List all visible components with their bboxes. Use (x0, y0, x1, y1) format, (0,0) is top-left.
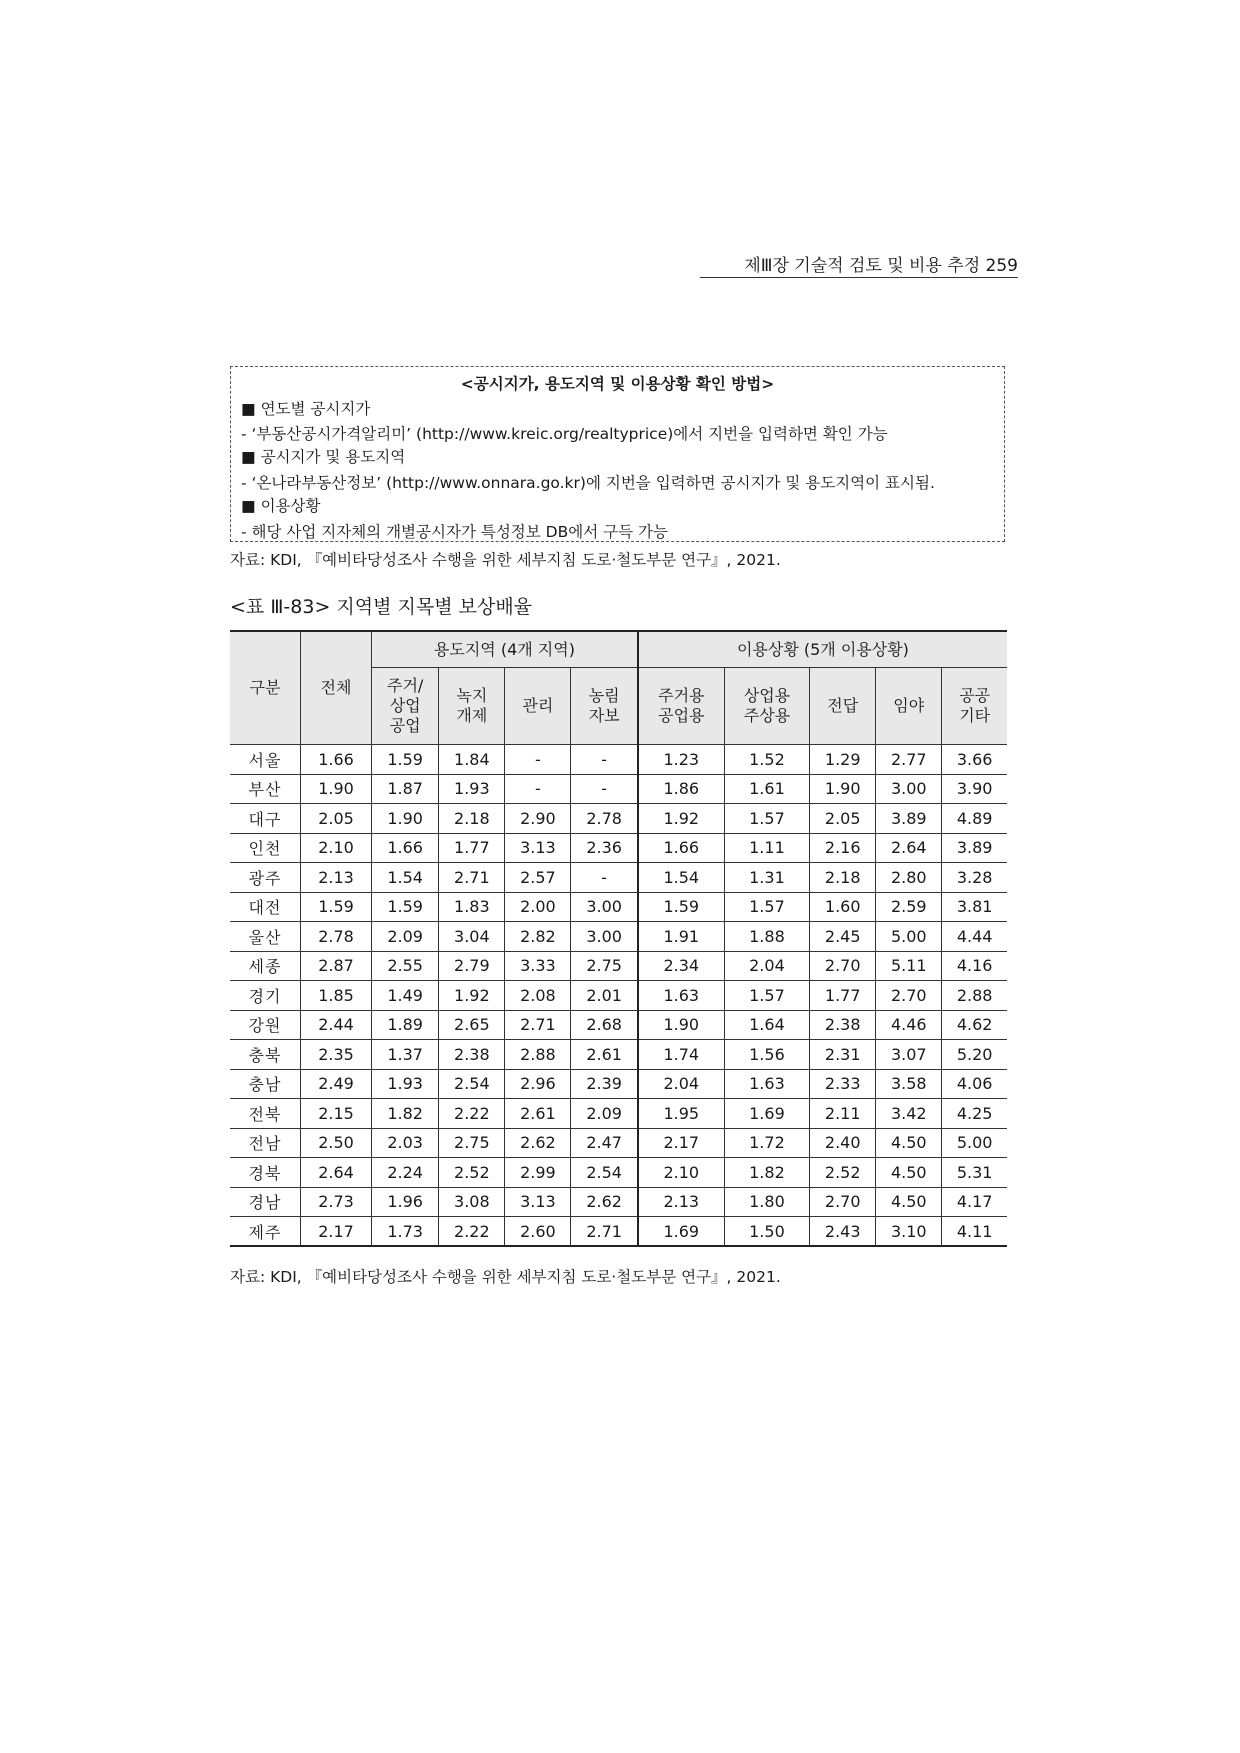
value-cell: 1.86 (638, 774, 724, 804)
region-cell: 경북 (230, 1158, 301, 1188)
value-cell: 3.42 (876, 1099, 942, 1129)
value-cell: 2.88 (942, 981, 1007, 1011)
info-line: - 해당 사업 지자체의 개별공시자가 특성정보 DB에서 구득 가능 (241, 523, 668, 541)
value-cell: 2.22 (439, 1099, 505, 1129)
value-cell: 2.52 (810, 1158, 876, 1188)
info-line: - ‘부동산공시가격알리미’ (http://www.kreic.org/realtyprice)에서 지번을 입력하면 확인 가능 (241, 425, 888, 443)
table-row (230, 833, 1007, 863)
value-cell: 2.78 (571, 804, 638, 834)
value-cell: 4.89 (942, 804, 1007, 834)
value-cell: 1.59 (638, 892, 724, 922)
value-cell: 2.87 (301, 951, 372, 981)
value-cell: 3.00 (571, 922, 638, 952)
box-source-note: 자료: KDI, 『예비타당성조사 수행을 위한 세부지침 도로·철도부문 연구』, 2021. (230, 551, 781, 569)
value-cell: 2.78 (301, 922, 372, 952)
value-cell: 2.09 (571, 1099, 638, 1129)
value-cell: 2.10 (301, 833, 372, 863)
value-cell: 1.69 (638, 1217, 724, 1247)
value-cell: 1.64 (724, 1010, 809, 1040)
value-cell: 2.62 (571, 1187, 638, 1217)
value-cell: 2.60 (505, 1217, 571, 1247)
region-cell: 인천 (230, 833, 301, 863)
region-cell: 대구 (230, 804, 301, 834)
value-cell: 2.99 (505, 1158, 571, 1188)
value-cell: 1.91 (638, 922, 724, 952)
value-cell: 1.84 (439, 745, 505, 775)
value-cell: 1.96 (372, 1187, 439, 1217)
value-cell: - (571, 774, 638, 804)
value-cell: 2.70 (810, 951, 876, 981)
value-cell: 2.04 (638, 1069, 724, 1099)
value-cell: 1.57 (724, 804, 809, 834)
value-cell: 1.89 (372, 1010, 439, 1040)
value-cell: 2.40 (810, 1128, 876, 1158)
value-cell: 2.70 (810, 1187, 876, 1217)
value-cell: 4.44 (942, 922, 1007, 952)
value-cell: 1.59 (372, 892, 439, 922)
value-cell: 1.73 (372, 1217, 439, 1247)
table-row (230, 1187, 1007, 1217)
value-cell: 2.55 (372, 951, 439, 981)
value-cell: 1.56 (724, 1040, 809, 1070)
value-cell: 2.11 (810, 1099, 876, 1129)
value-cell: 2.05 (810, 804, 876, 834)
value-cell: 4.50 (876, 1128, 942, 1158)
table-row (230, 1217, 1007, 1247)
value-cell: 4.17 (942, 1187, 1007, 1217)
value-cell: 2.18 (439, 804, 505, 834)
value-cell: 1.23 (638, 745, 724, 775)
table-row (230, 1158, 1007, 1188)
col-header-sub-line: 상업용 (743, 686, 791, 705)
value-cell: 2.62 (505, 1128, 571, 1158)
value-cell: 2.45 (810, 922, 876, 952)
value-cell: 2.52 (439, 1158, 505, 1188)
col-header-sub-line: 주거/ (386, 676, 424, 695)
value-cell: 2.04 (724, 951, 809, 981)
col-header-sub-line: 임야 (893, 696, 925, 715)
value-cell: 1.66 (638, 833, 724, 863)
value-cell: 2.38 (439, 1040, 505, 1070)
value-cell: 1.50 (724, 1217, 809, 1247)
value-cell: 2.16 (810, 833, 876, 863)
value-cell: 1.77 (439, 833, 505, 863)
col-header-sub-line: 주상용 (743, 706, 791, 725)
value-cell: 1.74 (638, 1040, 724, 1070)
value-cell: 1.57 (724, 892, 809, 922)
col-header-sub (810, 668, 876, 745)
value-cell: 2.77 (876, 745, 942, 775)
value-cell: 1.90 (301, 774, 372, 804)
value-cell: 1.31 (724, 863, 809, 893)
value-cell: 3.89 (876, 804, 942, 834)
value-cell: 2.43 (810, 1217, 876, 1247)
value-cell: 2.61 (571, 1040, 638, 1070)
value-cell: 1.57 (724, 981, 809, 1011)
region-cell: 서울 (230, 745, 301, 775)
table-row (230, 1099, 1007, 1129)
region-cell: 경기 (230, 981, 301, 1011)
region-cell: 울산 (230, 922, 301, 952)
value-cell: 5.00 (942, 1128, 1007, 1158)
info-line: ■ 연도별 공시지가 (241, 400, 371, 418)
region-cell: 부산 (230, 774, 301, 804)
value-cell: 4.50 (876, 1187, 942, 1217)
value-cell: 3.33 (505, 951, 571, 981)
col-header-region: 구분 (230, 631, 301, 745)
col-header-sub (505, 668, 571, 745)
value-cell: 1.92 (439, 981, 505, 1011)
value-cell: 1.52 (724, 745, 809, 775)
value-cell: 2.34 (638, 951, 724, 981)
value-cell: 3.08 (439, 1187, 505, 1217)
value-cell: 1.61 (724, 774, 809, 804)
col-header-sub-line: 기타 (959, 706, 991, 725)
value-cell: 2.71 (439, 863, 505, 893)
region-cell: 강원 (230, 1010, 301, 1040)
col-header-sub-line: 상업 (389, 696, 421, 715)
value-cell: 4.16 (942, 951, 1007, 981)
value-cell: 1.60 (810, 892, 876, 922)
value-cell: 2.35 (301, 1040, 372, 1070)
value-cell: 3.81 (942, 892, 1007, 922)
value-cell: 2.17 (638, 1128, 724, 1158)
value-cell: 3.10 (876, 1217, 942, 1247)
table-row (230, 1040, 1007, 1070)
value-cell: 2.13 (638, 1187, 724, 1217)
value-cell: 2.24 (372, 1158, 439, 1188)
value-cell: 1.37 (372, 1040, 439, 1070)
table-row (230, 1069, 1007, 1099)
value-cell: 1.54 (638, 863, 724, 893)
table-row (230, 892, 1007, 922)
value-cell: 1.90 (638, 1010, 724, 1040)
value-cell: 2.54 (439, 1069, 505, 1099)
value-cell: 1.69 (724, 1099, 809, 1129)
col-header-sub-line: 공업용 (658, 706, 705, 725)
region-cell: 충북 (230, 1040, 301, 1070)
value-cell: 2.44 (301, 1010, 372, 1040)
col-header-sub-line: 주거용 (658, 686, 705, 705)
value-cell: 2.82 (505, 922, 571, 952)
value-cell: 3.90 (942, 774, 1007, 804)
value-cell: - (505, 774, 571, 804)
value-cell: 2.75 (439, 1128, 505, 1158)
value-cell: 2.59 (876, 892, 942, 922)
value-cell: 3.04 (439, 922, 505, 952)
col-header-sub-line: 관리 (522, 696, 554, 715)
value-cell: 2.10 (638, 1158, 724, 1188)
value-cell: 1.59 (301, 892, 372, 922)
value-cell: 5.20 (942, 1040, 1007, 1070)
compensation-ratio-table (230, 630, 1007, 1247)
value-cell: 1.66 (301, 745, 372, 775)
value-cell: 2.75 (571, 951, 638, 981)
value-cell: 2.54 (571, 1158, 638, 1188)
value-cell: 2.08 (505, 981, 571, 1011)
region-cell: 세종 (230, 951, 301, 981)
info-line: ■ 공시지가 및 용도지역 (241, 448, 406, 466)
value-cell: 2.17 (301, 1217, 372, 1247)
info-box-title: <공시지가, 용도지역 및 이용상황 확인 방법> (460, 375, 775, 393)
value-cell: 2.61 (505, 1099, 571, 1129)
value-cell: 2.33 (810, 1069, 876, 1099)
table-caption: <표 Ⅲ-83> 지역별 지목별 보상배율 (230, 596, 533, 618)
value-cell: 2.71 (505, 1010, 571, 1040)
value-cell: 1.63 (638, 981, 724, 1011)
table-row (230, 1010, 1007, 1040)
value-cell: 1.82 (724, 1158, 809, 1188)
value-cell: 2.68 (571, 1010, 638, 1040)
value-cell: 2.96 (505, 1069, 571, 1099)
col-header-sub (942, 668, 1007, 745)
group-header-zoning: 용도지역 (4개 지역) (372, 631, 638, 668)
value-cell: 1.59 (372, 745, 439, 775)
value-cell: 2.05 (301, 804, 372, 834)
value-cell: 5.11 (876, 951, 942, 981)
col-header-sub-line: 자보 (588, 706, 620, 725)
value-cell: 2.38 (810, 1010, 876, 1040)
value-cell: 3.13 (505, 1187, 571, 1217)
value-cell: 2.65 (439, 1010, 505, 1040)
value-cell: 2.36 (571, 833, 638, 863)
region-cell: 대전 (230, 892, 301, 922)
value-cell: 1.29 (810, 745, 876, 775)
col-header-sub (638, 668, 724, 745)
value-cell: 2.39 (571, 1069, 638, 1099)
table-row (230, 981, 1007, 1011)
value-cell: 3.00 (876, 774, 942, 804)
table-row (230, 863, 1007, 893)
info-line: - ‘온나라부동산정보’ (http://www.onnara.go.kr)에 지번을 입력하면 공시지가 및 용도지역이 표시됨. (241, 474, 935, 492)
col-header-sub (571, 668, 638, 745)
value-cell: 2.88 (505, 1040, 571, 1070)
value-cell: 2.64 (876, 833, 942, 863)
region-cell: 광주 (230, 863, 301, 893)
value-cell: - (571, 863, 638, 893)
col-header-sub (724, 668, 809, 745)
value-cell: 1.63 (724, 1069, 809, 1099)
value-cell: 1.93 (372, 1069, 439, 1099)
col-header-sub (372, 668, 439, 745)
table-row (230, 1128, 1007, 1158)
value-cell: 3.28 (942, 863, 1007, 893)
table-source-note: 자료: KDI, 『예비타당성조사 수행을 위한 세부지침 도로·철도부문 연구』, 2021. (230, 1268, 781, 1286)
value-cell: 2.57 (505, 863, 571, 893)
value-cell: 2.50 (301, 1128, 372, 1158)
value-cell: 1.87 (372, 774, 439, 804)
value-cell: 1.95 (638, 1099, 724, 1129)
value-cell: 2.79 (439, 951, 505, 981)
table-row (230, 804, 1007, 834)
value-cell: 2.71 (571, 1217, 638, 1247)
table-row (230, 951, 1007, 981)
value-cell: 1.88 (724, 922, 809, 952)
value-cell: 2.70 (876, 981, 942, 1011)
col-header-sub (876, 668, 942, 745)
value-cell: 2.49 (301, 1069, 372, 1099)
value-cell: 1.11 (724, 833, 809, 863)
value-cell: 2.31 (810, 1040, 876, 1070)
value-cell: 3.89 (942, 833, 1007, 863)
table-row (230, 922, 1007, 952)
running-header: 제Ⅲ장 기술적 검토 및 비용 추정 259 (700, 251, 1018, 278)
value-cell: 1.90 (810, 774, 876, 804)
value-cell: 2.64 (301, 1158, 372, 1188)
table-row (230, 774, 1007, 804)
col-header-sub-line: 전답 (827, 696, 859, 715)
value-cell: 1.93 (439, 774, 505, 804)
value-cell: 4.11 (942, 1217, 1007, 1247)
col-header-sub (439, 668, 505, 745)
col-header-sub-line: 개제 (456, 706, 488, 725)
group-header-usage: 이용상황 (5개 이용상황) (638, 631, 1007, 668)
value-cell: 1.54 (372, 863, 439, 893)
value-cell: 1.82 (372, 1099, 439, 1129)
value-cell: 3.07 (876, 1040, 942, 1070)
value-cell: 2.03 (372, 1128, 439, 1158)
value-cell: 3.13 (505, 833, 571, 863)
value-cell: 2.01 (571, 981, 638, 1011)
value-cell: 1.49 (372, 981, 439, 1011)
value-cell: 1.77 (810, 981, 876, 1011)
value-cell: - (571, 745, 638, 775)
col-header-sub-line: 농림 (588, 686, 620, 705)
value-cell: 1.66 (372, 833, 439, 863)
value-cell: 2.00 (505, 892, 571, 922)
value-cell: 1.90 (372, 804, 439, 834)
value-cell: 1.72 (724, 1128, 809, 1158)
region-cell: 충남 (230, 1069, 301, 1099)
value-cell: - (505, 745, 571, 775)
value-cell: 3.00 (571, 892, 638, 922)
region-cell: 제주 (230, 1217, 301, 1247)
value-cell: 2.15 (301, 1099, 372, 1129)
value-cell: 5.31 (942, 1158, 1007, 1188)
col-header-sub-line: 공공 (959, 686, 991, 705)
info-box (230, 366, 1005, 542)
value-cell: 4.06 (942, 1069, 1007, 1099)
value-cell: 2.18 (810, 863, 876, 893)
value-cell: 1.83 (439, 892, 505, 922)
value-cell: 2.09 (372, 922, 439, 952)
value-cell: 1.92 (638, 804, 724, 834)
value-cell: 4.46 (876, 1010, 942, 1040)
table-row (230, 745, 1007, 775)
region-cell: 전북 (230, 1099, 301, 1129)
region-cell: 전남 (230, 1128, 301, 1158)
value-cell: 2.73 (301, 1187, 372, 1217)
region-cell: 경남 (230, 1187, 301, 1217)
value-cell: 2.80 (876, 863, 942, 893)
value-cell: 3.58 (876, 1069, 942, 1099)
value-cell: 4.62 (942, 1010, 1007, 1040)
value-cell: 2.90 (505, 804, 571, 834)
value-cell: 1.85 (301, 981, 372, 1011)
value-cell: 2.47 (571, 1128, 638, 1158)
value-cell: 3.66 (942, 745, 1007, 775)
value-cell: 2.22 (439, 1217, 505, 1247)
col-header-sub-line: 녹지 (456, 686, 488, 705)
value-cell: 1.80 (724, 1187, 809, 1217)
value-cell: 4.50 (876, 1158, 942, 1188)
value-cell: 5.00 (876, 922, 942, 952)
value-cell: 4.25 (942, 1099, 1007, 1129)
col-header-sub-line: 공업 (389, 716, 421, 735)
col-header-total: 전체 (301, 631, 372, 745)
info-line: ■ 이용상황 (241, 497, 321, 515)
value-cell: 2.13 (301, 863, 372, 893)
